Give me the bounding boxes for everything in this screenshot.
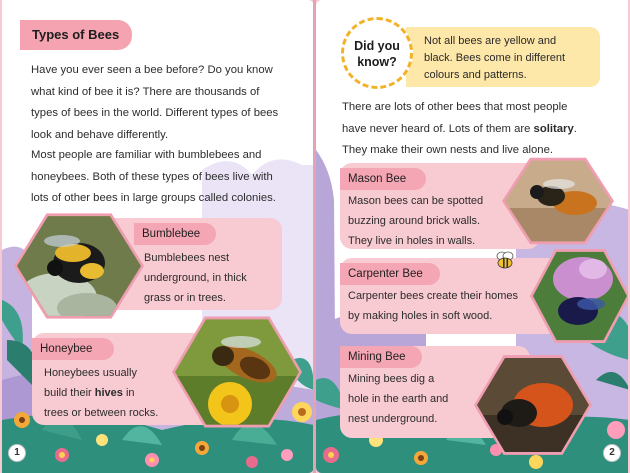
- familiar-paragraph: [31, 145, 311, 210]
- fact-line: colours and patterns.: [424, 69, 527, 81]
- left-page: [2, 0, 314, 473]
- flying-bee-icon: [494, 250, 516, 270]
- did-you-know-line: Did you: [354, 39, 400, 53]
- fact-line: black. Bees come in different: [424, 52, 566, 64]
- bumblebee-name: Bumblebee: [134, 223, 216, 245]
- desc-line: They live in holes in walls.: [348, 235, 476, 247]
- page-number: 1: [8, 444, 26, 462]
- intro-line: Have you ever seen a bee before? Do you know: [31, 64, 273, 76]
- solitary-bold: solitary: [533, 122, 574, 135]
- did-you-know-badge: [341, 17, 413, 89]
- desc-line: Mining bees dig a: [348, 373, 435, 385]
- desc-line: nest underground.: [348, 413, 438, 425]
- desc-line: Honeybees usually: [44, 367, 137, 379]
- fact-line: Not all bees are yellow and: [424, 35, 557, 47]
- did-you-know-line: know?: [357, 55, 397, 69]
- desc-line: Mason bees can be spotted: [348, 195, 484, 207]
- mining-bee-name: Mining Bee: [340, 346, 422, 368]
- intro-line: what kind of bee it is? There are thousands of: [31, 85, 260, 98]
- desc-text: build their: [44, 387, 95, 399]
- desc-line: grass or in trees.: [144, 292, 226, 304]
- fact-box: [406, 27, 600, 87]
- desc-text: in: [122, 387, 135, 399]
- carpenter-bee-description: [348, 286, 558, 326]
- desc-line: Carpenter bees create their homes: [348, 290, 518, 302]
- desc-line: hole in the earth and: [348, 393, 449, 405]
- desc-line: Bumblebees nest: [144, 252, 229, 264]
- desc-line: by making holes in soft wood.: [348, 310, 493, 322]
- desc-line: buzzing around brick walls.: [348, 215, 481, 227]
- page-title: Types of Bees: [20, 20, 132, 50]
- mason-bee-name: Mason Bee: [340, 168, 426, 190]
- right-page: [316, 0, 628, 473]
- honeybee-description: [44, 363, 194, 423]
- desc-line: [44, 383, 194, 403]
- familiar-line: Most people are familiar with bumblebees and: [31, 149, 262, 161]
- intro-line: types of bees in the world. Different types of bees: [31, 107, 279, 119]
- other-text: have never heard of. Lots of them are: [342, 122, 534, 135]
- desc-line: underground, in thick: [144, 272, 247, 284]
- other-line: [342, 119, 627, 141]
- other-line: They make their own nests and live alone.: [342, 144, 553, 156]
- desc-line: trees or between rocks.: [44, 407, 159, 419]
- page-number: 2: [603, 444, 621, 462]
- other-line: There are lots of other bees that most people: [342, 101, 568, 113]
- familiar-line: lots of other bees in large groups called colonies.: [31, 192, 276, 204]
- carpenter-bee-name: Carpenter Bee: [340, 263, 440, 285]
- honeybee-name: Honeybee: [32, 338, 114, 360]
- intro-line: look and behave differently.: [31, 128, 169, 141]
- other-bees-paragraph: [342, 97, 627, 162]
- other-text: .: [573, 122, 577, 135]
- mining-bee-description: [348, 369, 478, 429]
- bumblebee-description: [144, 248, 279, 308]
- familiar-line: honeybees. Both of these types of bees live with: [31, 170, 273, 183]
- mason-bee-description: [348, 191, 523, 251]
- hives-bold: hives: [94, 387, 123, 399]
- intro-paragraph: [31, 60, 311, 146]
